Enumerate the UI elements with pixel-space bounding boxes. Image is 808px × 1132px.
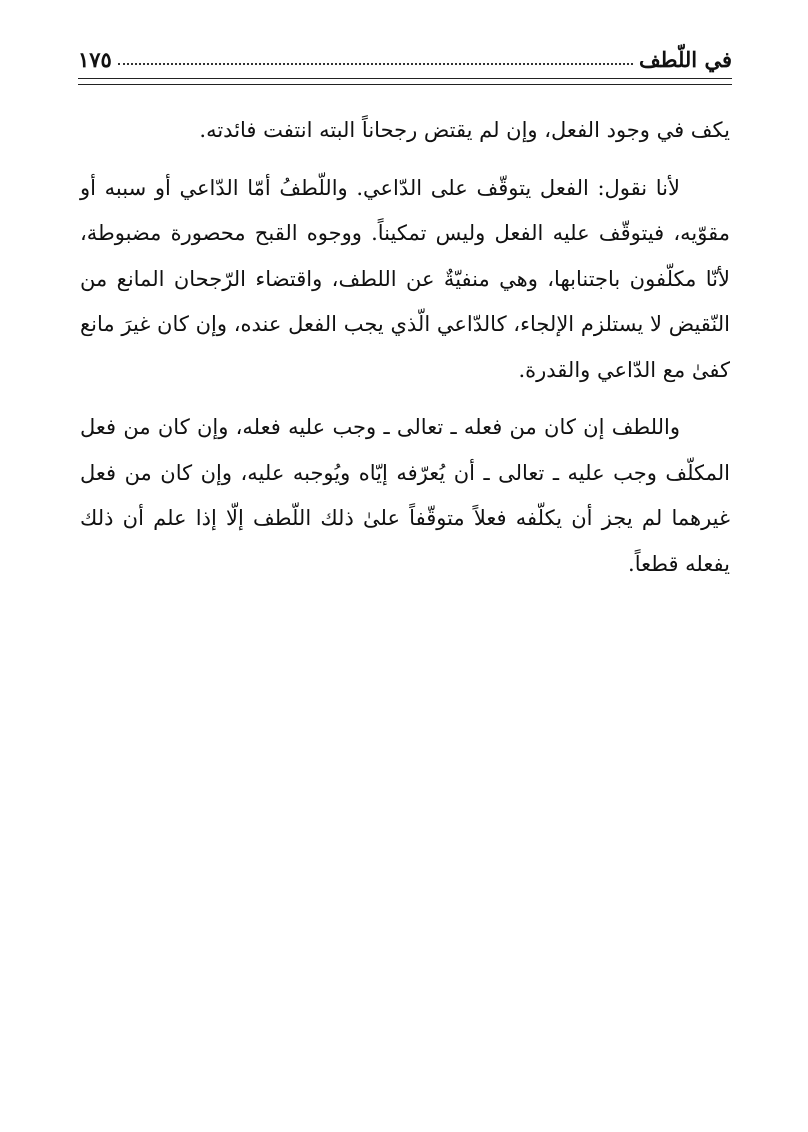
paragraph: يكف في وجود الفعل، وإن لم يقتض رجحاناً البته انتفت فائدته. [199, 118, 730, 142]
page-number: ١٧٥ [78, 47, 112, 72]
paragraph: واللطف إن كان من فعله ـ تعالى ـ وجب عليه فعله، وإن كان من فعل المكلّف وجب عليه ـ تعالى ـ أن يُعرّفه إيّاه ويُوجبه عليه، وإن كان من فعل غيرهما لم يجز أن يكلّفه فعلاً متوقّفاً علىٰ ذلك اللّطف إلّا إذا علم أن ذلك يفعله قطعاً. [80, 415, 730, 576]
body-text [80, 108, 730, 587]
header-rule-top [78, 78, 732, 79]
dotted-leader [118, 63, 633, 65]
header-rule-bottom [78, 84, 732, 85]
paragraph: لأنا نقول: الفعل يتوقّف على الدّاعي. واللّطفُ أمّا الدّاعي أو سببه أو مقوّيه، فيتوقّف عليه الفعل وليس تمكيناً. ووجوه القبح محصورة مضبوطة، لأنّا مكلّفون باجتنابها، وهي منفيّةٌ عن اللطف، واقتضاء الرّجحان المانع من النّقيض لا يستلزم الإلجاء، كالدّاعي الّذي يجب الفعل عنده، وإن كان غيرَ مانع كفىٰ مع الدّاعي والقدرة. [80, 175, 730, 382]
chapter-title: في اللّطف [638, 47, 732, 72]
running-head [78, 42, 732, 72]
